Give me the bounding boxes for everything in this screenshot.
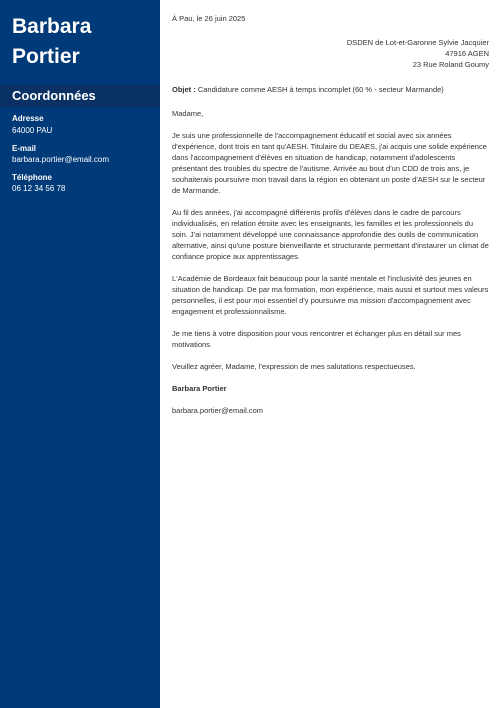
recipient-line-3: 23 Rue Roland Goumy xyxy=(412,60,489,69)
sidebar xyxy=(0,0,160,708)
letter-content xyxy=(172,108,489,427)
letter-subject xyxy=(172,84,489,95)
candidate-first-name: Barbara xyxy=(12,15,92,38)
letter-body xyxy=(172,0,489,708)
recipient-line-1: DSDEN de Lot-et-Garonne Sylvie Jacquier xyxy=(346,38,489,47)
paragraph-availability: Je me tiens à votre disposition pour vous rencontrer et échanger plus en détail sur mes motivations. xyxy=(172,329,461,349)
paragraph-closing: Veuillez agréer, Madame, l'expression de mes salutations respectueuses. xyxy=(172,362,416,371)
signature-name: Barbara Portier xyxy=(172,384,227,393)
recipient-address xyxy=(172,37,489,70)
paragraph-introduction: Je suis une professionnelle de l'accompagnement éducatif et social avec six années d'expérience, dont trois en tant qu'AESH. Titulaire du DEAES, j'ai acquis une solide expérience dans l'accompagnement d'élèves en situation de handicap, notamment d'adolescents présentant des troubles du spectre de l'autisme. Arrivée au bout d'un CDD de trois ans, je souhaiterais poursuivre mon travail dans la région en obtenant un poste d'AESH sur le secteur de Marmande. xyxy=(172,131,487,195)
email-value[interactable]: barbara.portier@email.com xyxy=(12,155,110,164)
phone-value[interactable]: 06 12 34 56 78 xyxy=(12,184,66,193)
contact-section-header xyxy=(0,85,160,107)
address-label: Adresse xyxy=(12,114,44,123)
subject-text: Candidature comme AESH à temps incomplet (60 % - secteur Marmande) xyxy=(197,85,444,94)
address-value: 64000 PAU xyxy=(12,126,53,135)
paragraph-experience: Au fil des années, j'ai accompagné différents profils d'élèves dans le cadre de parcours individualisés, en relation étroite avec les enseignants, les familles et les professionnels du soin. J'ai notamment développé une connaissance approfondie des outils de communication alternative, ainsi qu'une posture bienveillante et structurante permettant d'instaurer un climat de confiance propice aux apprentissages. xyxy=(172,208,489,261)
contact-section-title: Coordonnées xyxy=(12,88,96,103)
paragraph-motivation: L'Académie de Bordeaux fait beaucoup pour la santé mentale et l'inclusivité des jeunes en situation de handicap. De par ma formation, mon expérience, mais aussi et surtout mes valeurs personnelles, il est pour moi essentiel d'y poursuivre ma mission d'accompagnement avec engagement et professionnalisme. xyxy=(172,274,489,316)
salutation: Madame, xyxy=(172,109,204,118)
recipient-line-2: 47916 AGEN xyxy=(445,49,489,58)
subject-label: Objet : xyxy=(172,85,196,94)
letter-date: À Pau, le 26 juin 2025 xyxy=(172,14,246,23)
signature-email[interactable]: barbara.portier@email.com xyxy=(172,406,263,415)
candidate-last-name: Portier xyxy=(12,45,80,68)
email-label: E-mail xyxy=(12,144,37,153)
candidate-name xyxy=(12,12,157,72)
phone-label: Téléphone xyxy=(12,173,53,182)
